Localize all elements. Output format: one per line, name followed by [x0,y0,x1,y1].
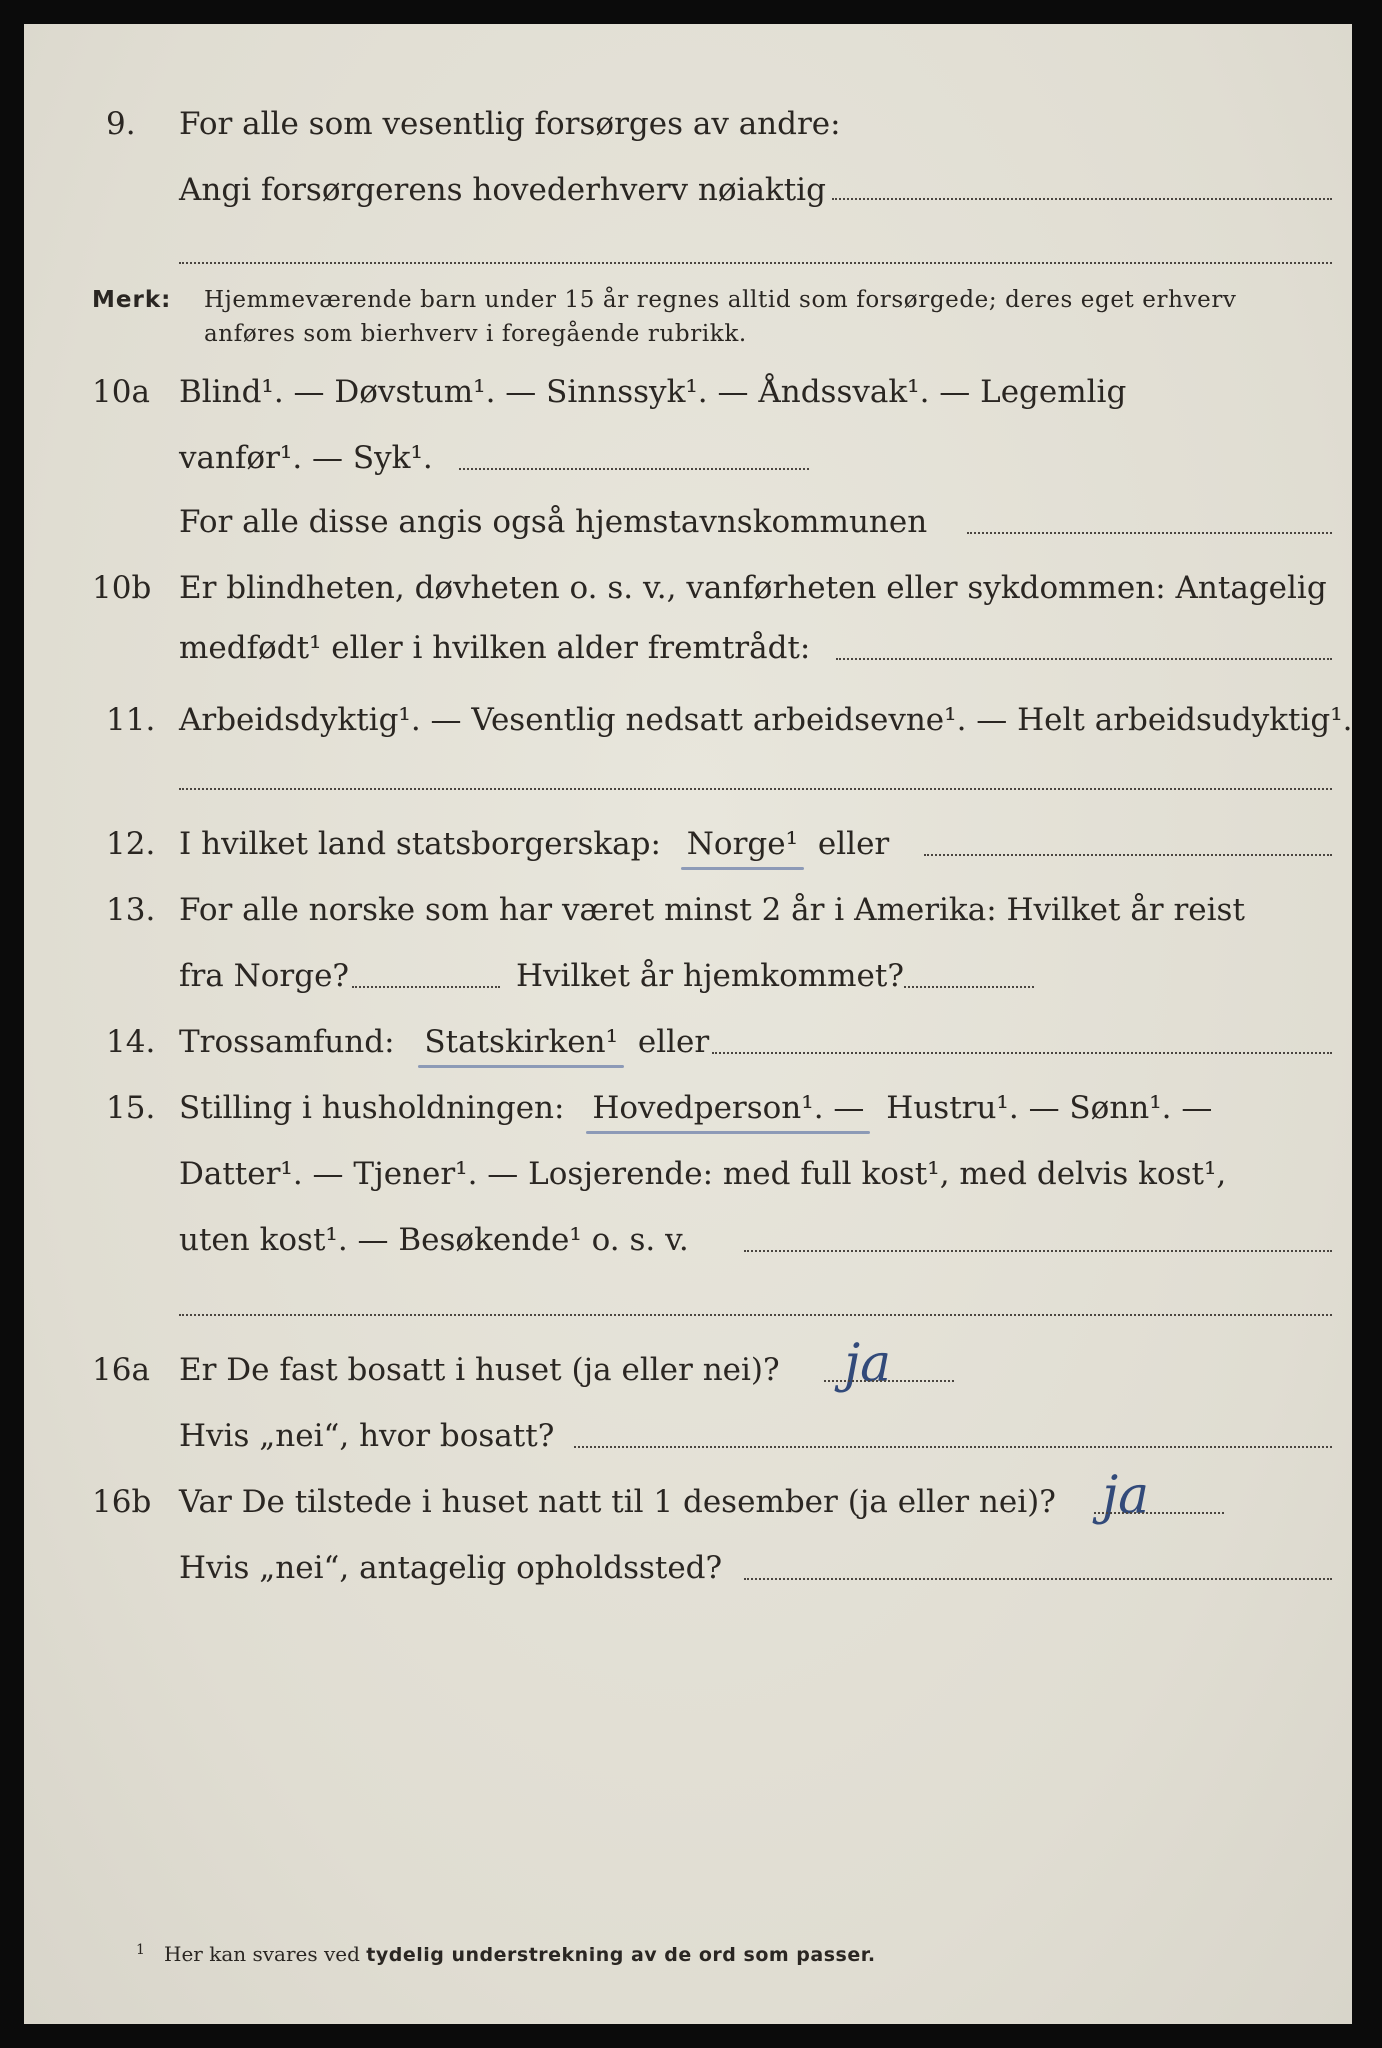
q16b-location-line[interactable] [744,1578,1332,1580]
q16b-text-2: Hvis „nei“, antagelig opholdssted? [179,1550,723,1586]
q13-text: For alle norske som har været minst 2 år i Amerika: Hvilket år reist [179,892,1245,928]
q16b-number: 16b [92,1484,152,1520]
merk-text-1: Hjemmeværende barn under 15 år regnes alltid som forsørgede; deres eget erhverv [204,287,1237,313]
q9-answer-line[interactable] [832,198,1332,200]
q14-prompt: Trossamfund: [179,1024,395,1060]
q12-number: 12. [106,826,156,862]
q14-suffix: eller [637,1024,710,1060]
q14-underlined-answer: Statskirken¹ [424,1024,618,1060]
q10b-answer-line[interactable] [836,658,1332,660]
q15-prompt: Stilling i husholdningen: [179,1090,565,1126]
q11-number: 11. [106,702,156,738]
q15-text-2: Datter¹. — Tjener¹. — Losjerende: med full kost¹, med delvis kost¹, [179,1156,1227,1192]
q10b-number: 10b [92,570,152,606]
q15-suffix: Hustru¹. — Sønn¹. — [886,1090,1213,1126]
q14-answer-line[interactable] [712,1052,1332,1054]
q10a-text-3: For alle disse angis også hjemstavnskommunen [179,504,928,540]
q16b-answer-line[interactable] [1094,1512,1224,1514]
q12-answer-line[interactable] [924,854,1332,856]
q15-answer-line-2[interactable] [179,1314,1332,1316]
q16a-residence-line[interactable] [574,1446,1332,1448]
q16a-answer-line[interactable] [824,1380,954,1382]
q9-answer-line-2[interactable] [179,262,1332,264]
q10a-hometown-line[interactable] [967,532,1332,534]
q15-underlined-answer: Hovedperson¹. — [592,1090,865,1126]
q15-text-3: uten kost¹. — Besøkende¹ o. s. v. [179,1222,689,1258]
q16a-text-2: Hvis „nei“, hvor bosatt? [179,1418,555,1454]
q16a-text: Er De fast bosatt i huset (ja eller nei)? [179,1352,780,1388]
q13-return-line[interactable] [904,986,1034,988]
q9-text: For alle som vesentlig forsørges av andre: [179,106,841,142]
q10a-text: Blind¹. — Døvstum¹. — Sinnssyk¹. — Åndssvak¹. — Legemlig [179,374,1127,410]
q9-prompt: Angi forsørgerens hovederhverv nøiaktig [179,172,826,208]
q16b-handwritten-answer: ja [1102,1466,1150,1526]
q11-text: Arbeidsdyktig¹. — Vesentlig nedsatt arbeidsevne¹. — Helt arbeidsudyktig¹. [179,702,1353,738]
q16b-text: Var De tilstede i huset natt til 1 desember (ja eller nei)? [179,1484,1056,1520]
footnote-bold-text: tydelig understrekning av de ord som passer. [366,1944,876,1966]
merk-text-2: anføres som bierhverv i foregående rubrikk. [204,321,747,347]
q16a-number: 16a [92,1352,150,1388]
merk-label: Merk: [92,287,172,313]
q14-number: 14. [106,1024,156,1060]
footnote-mark: 1 [136,1942,145,1958]
footnote-text: Her kan svares ved [164,1942,360,1966]
q10b-text-2: medfødt¹ eller i hvilken alder fremtrådt: [179,630,811,666]
q9-number: 9. [106,106,136,142]
q13-return-prompt: Hvilket år hjemkommet? [516,958,904,994]
census-form-page [24,24,1352,2024]
q15-number: 15. [106,1090,156,1126]
q13-departure-line[interactable] [352,986,500,988]
q13-number: 13. [106,892,156,928]
q10a-text-2: vanfør¹. — Syk¹. [179,440,433,476]
q10a-answer-line[interactable] [459,468,809,470]
q12-prompt: I hvilket land statsborgerskap: [179,826,661,862]
q10a-number: 10a [92,374,150,410]
q10b-text: Er blindheten, døvheten o. s. v., vanførheten eller sykdommen: Antagelig [179,570,1327,606]
q12-underlined-answer: Norge¹ [686,826,799,862]
q12-suffix: eller [817,826,890,862]
q13-departure-prompt: fra Norge? [179,958,350,994]
q16a-handwritten-answer: ja [844,1334,892,1394]
q15-answer-line[interactable] [744,1250,1332,1252]
q11-answer-line[interactable] [179,788,1332,790]
